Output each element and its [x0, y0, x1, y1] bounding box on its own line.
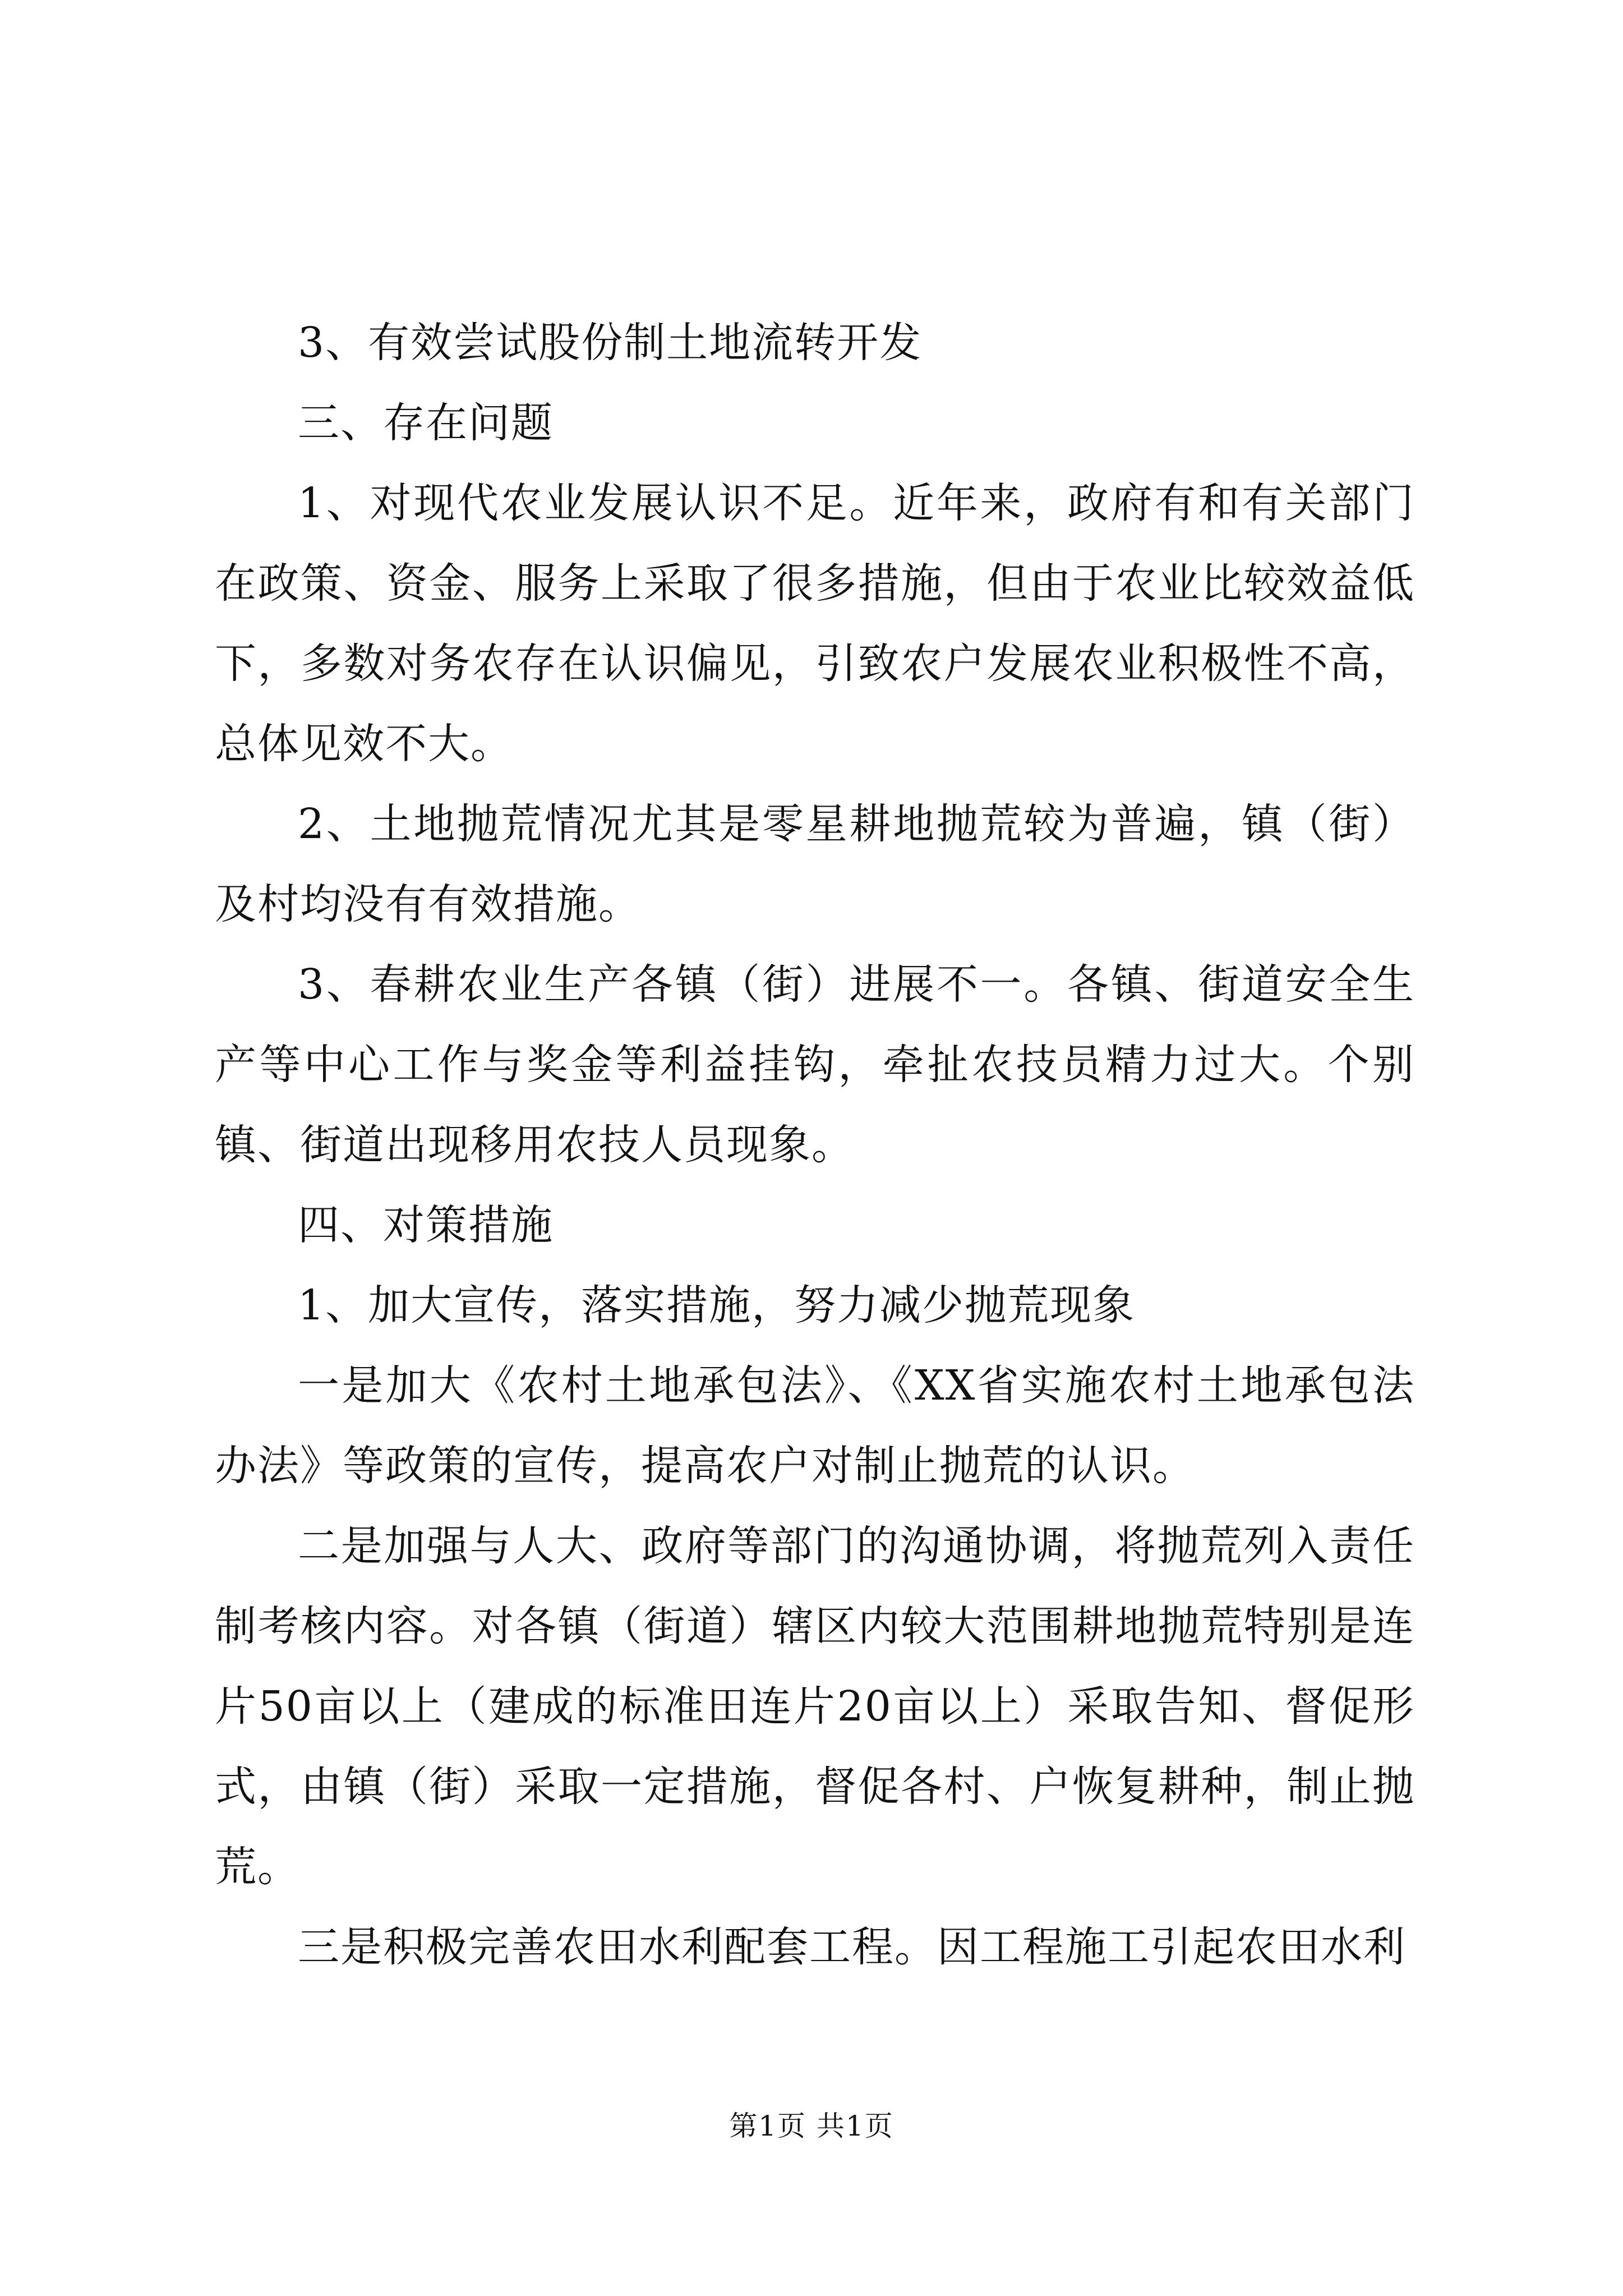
paragraph-10: 三是积极完善农田水利配套工程。因工程施工引起农田水利: [298, 1923, 1406, 1971]
section-heading-measures: 四、对策措施: [298, 1201, 554, 1249]
paragraph-8: 一是加大《农村土地承包法》、《XX省实施农村土地承包法办法》等政策的宣传，提高农户对制止抛荒的认识。: [215, 1361, 1415, 1490]
page-footer: 第1页 共1页: [729, 2110, 894, 2142]
paragraph-5: 3、春耕农业生产各镇（街）进展不一。各镇、街道安全生产等中心工作与奖金等利益挂钩，牵扯农技员精力过大。个别镇、街道出现移用农技人员现象。: [215, 960, 1415, 1169]
paragraph-1: 3、有效尝试股份制土地流转开发: [298, 319, 923, 367]
paragraph-3: 1、对现代农业发展认识不足。近年来，政府有和有关部门在政策、资金、服务上采取了很多措施，但由于农业比较效益低下，多数对务农存在认识偏见，引致农户发展农业积极性不高，总体见效不大。: [215, 479, 1415, 768]
paragraph-9: 二是加强与人大、政府等部门的沟通协调，将抛荒列入责任制考核内容。对各镇（街道）辖区内较大范围耕地抛荒特别是连片50亩以上（建成的标准田连片20亩以上）采取告知、督促形式，由镇（街）采取一定措施，督促各村、户恢复耕种，制止抛荒。: [215, 1522, 1415, 1891]
paragraph-7: 1、加大宣传，落实措施，努力减少抛荒现象: [298, 1281, 1136, 1329]
document-body: [215, 303, 1415, 1987]
section-heading-problems: 三、存在问题: [298, 399, 554, 447]
paragraph-4: 2、土地抛荒情况尤其是零星耕地抛荒较为普遍，镇（街）及村均没有有效措施。: [215, 800, 1415, 928]
